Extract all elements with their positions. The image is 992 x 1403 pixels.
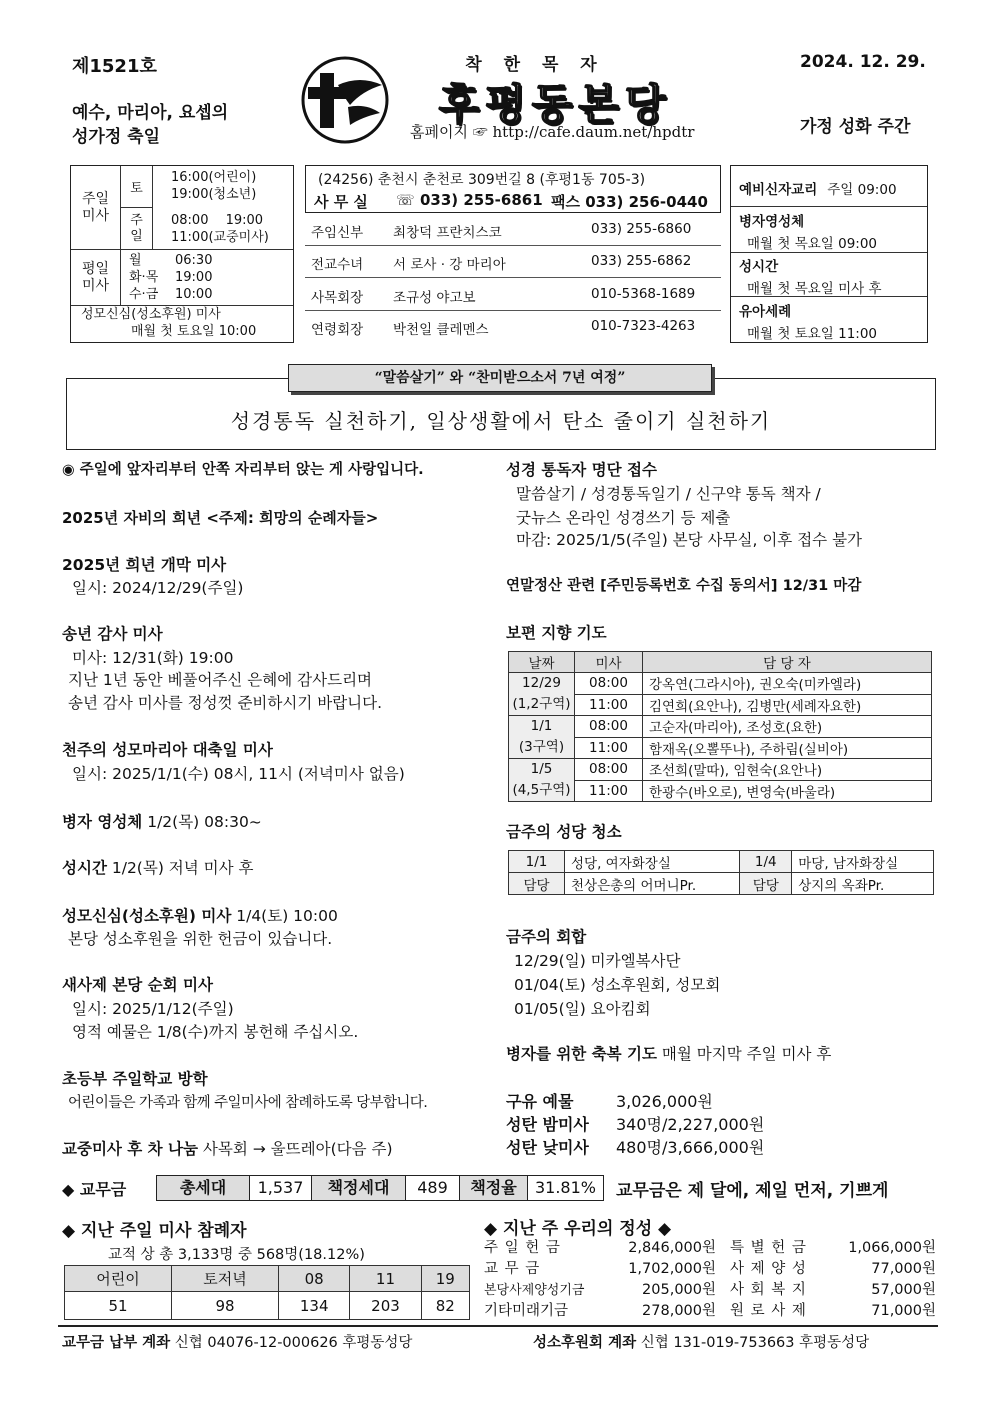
meeting-item: 12/29(일) 미카엘복사단 [514, 952, 681, 970]
parish-logo [300, 55, 390, 145]
week-theme: 가정 성화 주간 [800, 117, 911, 137]
cleaning-title: 금주의 성당 청소 [506, 823, 622, 841]
offering-label: 성탄 밤미사 [506, 1115, 589, 1134]
sick-communion: 병자 영성체 1/2(목) 08:30~ [62, 813, 262, 831]
offering-label: 구유 예물 [506, 1092, 574, 1111]
attendance-header: 11 [350, 1266, 421, 1292]
clean-cell: 상지의 옥좌Pr. [792, 873, 934, 895]
attendance-title: ◆ 지난 주일 미사 참례자 [62, 1221, 247, 1241]
office-address: (24256) 춘천시 춘천로 309번길 8 (후평1동 705-3) [318, 172, 646, 188]
offering-value: 3,026,000원 [616, 1092, 713, 1111]
offering-cell: 278,000원 [642, 1303, 716, 1319]
thanks-mass-title: 송년 감사 미사 [62, 625, 163, 643]
contact-role: 전교수녀 [311, 257, 364, 273]
offering-cell: 57,000원 [871, 1282, 936, 1298]
sacrament-title: 성시간 [739, 259, 779, 275]
prayer-date: 1/1 (3구역) [509, 716, 575, 759]
offering-title: ◆ 지난 주 우리의 정성 ◆ [484, 1219, 672, 1239]
sacrament-detail: 매월 첫 토요일 11:00 [747, 326, 878, 342]
contact-name: 조규성 야고보 [393, 290, 476, 306]
issue-date: 2024. 12. 29. [800, 52, 926, 72]
clean-cell: 1/1 [509, 851, 565, 873]
prayer-time: 11:00 [575, 780, 643, 802]
clean-cell: 담당 [509, 873, 565, 895]
prayer-table [508, 651, 932, 802]
office-address-box [305, 165, 721, 213]
weekday-day: 월 [129, 253, 142, 268]
offering-cell: 사 회 복 지 [730, 1282, 807, 1298]
thanks-line: 미사: 12/31(화) 19:00 [72, 649, 234, 667]
contact-role: 사목회장 [311, 290, 364, 306]
attendance-header: 08 [279, 1266, 350, 1292]
tea-sharing: 교중미사 후 차 나눔 사목회 → 울뜨레아(다음 주) [62, 1140, 393, 1158]
sacraments-box [730, 165, 928, 343]
mass-schedule [70, 165, 294, 343]
assessed-households-label: 책정세대 [312, 1175, 406, 1201]
attendance-value: 134 [279, 1292, 350, 1320]
offering-cell: 교 무 금 [484, 1261, 541, 1277]
tour-mass-title: 새사제 본당 순회 미사 [62, 976, 213, 994]
sacrament-title: 병자영성체 [739, 214, 805, 230]
offering-cell: 특 별 헌 금 [730, 1240, 807, 1256]
jubilee-title: 2025년 자비의 희년 <주제: 희망의 순례자들> [62, 509, 379, 527]
thanks-line: 송년 감사 미사를 정성껏 준비하시기 바랍니다. [68, 694, 383, 712]
sunday-mass-label: 주일 미사 [71, 166, 121, 250]
intro-notice: ◉ 주일에 앞자리부터 안쪽 자리부터 앉는 게 사랑입니다. [62, 462, 424, 478]
tour-line: 영적 예물은 1/8(수)까지 봉헌해 주십시오. [72, 1023, 359, 1041]
meeting-title: 금주의 회합 [506, 928, 587, 946]
feast-line-1: 예수, 마리아, 요셉의 [72, 103, 229, 123]
tax-notice: 연말정산 관련 [주민등록번호 수집 동의서] 12/31 마감 [506, 578, 862, 594]
vocation-account: 성소후원회 계좌 신협 131-019-753663 후평동성당 [533, 1335, 870, 1351]
weekday-time: 10:00 [175, 287, 213, 302]
marian-note: 본당 성소후원을 위한 헌금이 있습니다. [68, 930, 333, 948]
contact-phone: 033) 255-6860 [591, 221, 692, 237]
special-mass-time: 매월 첫 토요일 10:00 [131, 324, 257, 339]
prayer-time: 08:00 [575, 716, 643, 738]
sun-time-1: 08:00 19:00 [171, 213, 264, 228]
footer-divider [58, 1325, 938, 1327]
dues-bar [62, 1175, 937, 1201]
sacrament-detail: 매월 첫 목요일 미사 후 [747, 281, 882, 297]
offering-value: 340명/2,227,000원 [616, 1115, 765, 1134]
contact-phone: 033) 255-6862 [591, 253, 692, 269]
contact-phone: 010-7323-4263 [591, 318, 696, 334]
weekday-day: 화·목 [129, 270, 159, 285]
attendance-summary: 교적 상 총 3,133명 중 568명(18.12%) [108, 1247, 365, 1263]
weekday-day: 수·금 [129, 287, 159, 302]
contact-name: 서 로사 · 강 마리아 [393, 257, 506, 273]
attendance-table [64, 1265, 470, 1320]
weekday-times [175, 252, 212, 303]
prayer-time: 08:00 [575, 759, 643, 781]
offering-cell: 77,000원 [871, 1261, 936, 1277]
offering-cell: 원 로 사 제 [730, 1303, 807, 1319]
sick-prayer: 병자를 위한 축복 기도 매월 마지막 주일 미사 후 [506, 1045, 832, 1063]
office-fax: 팩스 033) 256-0440 [551, 193, 708, 211]
tour-line: 일시: 2025/1/12(주일) [72, 1000, 234, 1018]
contact-name: 박천일 클레멘스 [393, 322, 489, 338]
sun-time-2: 11:00(교중미사) [171, 230, 269, 245]
offering-cell: 2,846,000원 [628, 1240, 716, 1256]
school-note: 어린이들은 가족과 함께 주일미사에 참례하도록 당부합니다. [68, 1095, 428, 1111]
holy-hour: 성시간 1/2(목) 저녁 미사 후 [62, 859, 254, 877]
sat-time-2: 19:00(청소년) [171, 187, 257, 202]
offering-cell: 205,000원 [642, 1282, 716, 1298]
feast-line-2: 성가정 축일 [72, 127, 161, 147]
sat-time-1: 16:00(어린이) [171, 170, 257, 185]
prayer-title: 보편 지향 기도 [506, 624, 607, 642]
banner-text: 성경통독 실천하기, 일상생활에서 탄소 줄이기 실천하기 [230, 409, 772, 433]
special-mass-title: 성모신심(성소후원) 미사 [81, 307, 221, 322]
offering-cell: 1,702,000원 [628, 1261, 716, 1277]
assessed-rate-label: 책정율 [460, 1175, 528, 1201]
bible-line: 마감: 2025/1/5(주일) 본당 사무실, 이후 접수 불가 [516, 531, 863, 549]
prayer-date: 12/29 (1,2구역) [509, 673, 575, 716]
clean-cell: 성당, 여자화장실 [565, 851, 740, 873]
dues-account: 교무금 납부 계좌 신협 04076-12-000626 후평동성당 [62, 1335, 413, 1351]
attendance-value: 82 [421, 1292, 469, 1320]
sacrament-detail: 매월 첫 목요일 09:00 [747, 236, 878, 252]
prayer-names: 강옥연(그라시아), 권오숙(미카엘라) [643, 673, 932, 695]
prayer-time: 11:00 [575, 737, 643, 759]
dues-label: ◆ 교무금 [62, 1180, 127, 1199]
office-label: 사 무 실 [314, 193, 368, 211]
prayer-date: 1/5 (4,5구역) [509, 759, 575, 802]
prayer-names: 고순자(마리아), 조성호(요한) [643, 716, 932, 738]
opening-mass-title: 2025년 희년 개막 미사 [62, 556, 227, 574]
marian-mass: 성모신심(성소후원) 미사 1/4(토) 10:00 [62, 907, 338, 925]
contact-phone: 010-5368-1689 [591, 286, 696, 302]
cleaning-table [508, 850, 934, 895]
contact-name: 최창덕 프란치스코 [393, 225, 502, 241]
homepage-link[interactable]: 홈페이지 ☞ http://cafe.daum.net/hpdtr [410, 123, 695, 141]
offering-cell: 본당사제양성기금 [484, 1283, 585, 1298]
clean-cell: 1/4 [740, 851, 792, 873]
saturday-label: 토 [121, 166, 153, 208]
dues-slogan: 교무금은 제 달에, 제일 먼저, 기쁘게 [616, 1181, 889, 1201]
offering-cell: 1,066,000원 [848, 1240, 936, 1256]
prayer-names: 함재옥(오뽈뚜나), 주하림(실비아) [643, 737, 932, 759]
saturday-times [171, 169, 256, 203]
offering-label: 성탄 낮미사 [506, 1138, 589, 1157]
weekday-time: 06:30 [175, 253, 213, 268]
attendance-value: 98 [172, 1292, 279, 1320]
attendance-header: 토저녁 [172, 1266, 279, 1292]
opening-mass-date: 일시: 2024/12/29(주일) [72, 579, 244, 597]
prayer-names: 한광수(바오로), 변영숙(바울라) [643, 780, 932, 802]
offering-value: 480명/3,666,000원 [616, 1138, 765, 1157]
sacrament-title: 유아세례 [739, 304, 792, 320]
offering-cell: 사 제 양 성 [730, 1261, 807, 1277]
sacrament-title: 예비신자교리 주일 09:00 [739, 182, 897, 198]
issue-number: 제1521호 [72, 56, 157, 77]
assessed-households: 489 [406, 1175, 460, 1201]
bible-title: 성경 통독자 명단 접수 [506, 461, 657, 479]
prayer-time: 11:00 [575, 694, 643, 716]
prayer-names: 김연희(요안나), 김병만(세례자요한) [643, 694, 932, 716]
total-households: 1,537 [250, 1175, 312, 1201]
offering-cell: 기타미래기금 [484, 1303, 569, 1319]
contact-role: 연령회장 [311, 322, 364, 338]
thanks-line: 지난 1년 동안 베풀어주신 은혜에 감사드리며 [68, 671, 373, 689]
offering-cell: 주 일 헌 금 [484, 1240, 561, 1256]
attendance-value: 203 [350, 1292, 421, 1320]
sunday-times [171, 212, 269, 246]
tagline: 착 한 목 자 [465, 55, 605, 75]
offering-cell: 71,000원 [871, 1303, 936, 1319]
prayer-header: 담 당 자 [643, 652, 932, 673]
banner-label: “말씀살기” 와 “찬미받으소서 7년 여정” [288, 364, 712, 392]
prayer-header: 미사 [575, 652, 643, 673]
bible-line: 말씀살기 / 성경통독일기 / 신구약 통독 책자 / [516, 485, 821, 503]
attendance-header: 어린이 [65, 1266, 172, 1292]
contact-role: 주임신부 [311, 225, 364, 241]
mary-mass-title: 천주의 성모마리아 대축일 미사 [62, 741, 273, 759]
prayer-time: 08:00 [575, 673, 643, 695]
office-phone: ☏ 033) 255-6861 [396, 191, 543, 209]
weekday-time: 19:00 [175, 270, 213, 285]
weekday-mass-label: 평일 미사 [71, 250, 121, 305]
weekday-days [129, 252, 158, 303]
meeting-item: 01/04(토) 성소후원회, 성모회 [514, 976, 721, 994]
attendance-header: 19 [421, 1266, 469, 1292]
parish-title: 후평동본당 [438, 80, 672, 129]
clean-cell: 천상은총의 어머니Pr. [565, 873, 740, 895]
meeting-item: 01/05(일) 요아킴회 [514, 1000, 651, 1018]
bible-line: 굿뉴스 온라인 성경쓰기 등 제출 [516, 509, 731, 527]
attendance-value: 51 [65, 1292, 172, 1320]
clean-cell: 담당 [740, 873, 792, 895]
school-title: 초등부 주일학교 방학 [62, 1070, 208, 1088]
prayer-names: 조선희(말따), 임현숙(요안나) [643, 759, 932, 781]
assessed-rate: 31.81% [528, 1175, 604, 1201]
mary-mass-date: 일시: 2025/1/1(수) 08시, 11시 (저녁미사 없음) [72, 765, 405, 783]
total-households-label: 총세대 [156, 1175, 250, 1201]
prayer-header: 날짜 [509, 652, 575, 673]
sunday-label: 주 일 [121, 208, 153, 250]
clean-cell: 마당, 남자화장실 [792, 851, 934, 873]
